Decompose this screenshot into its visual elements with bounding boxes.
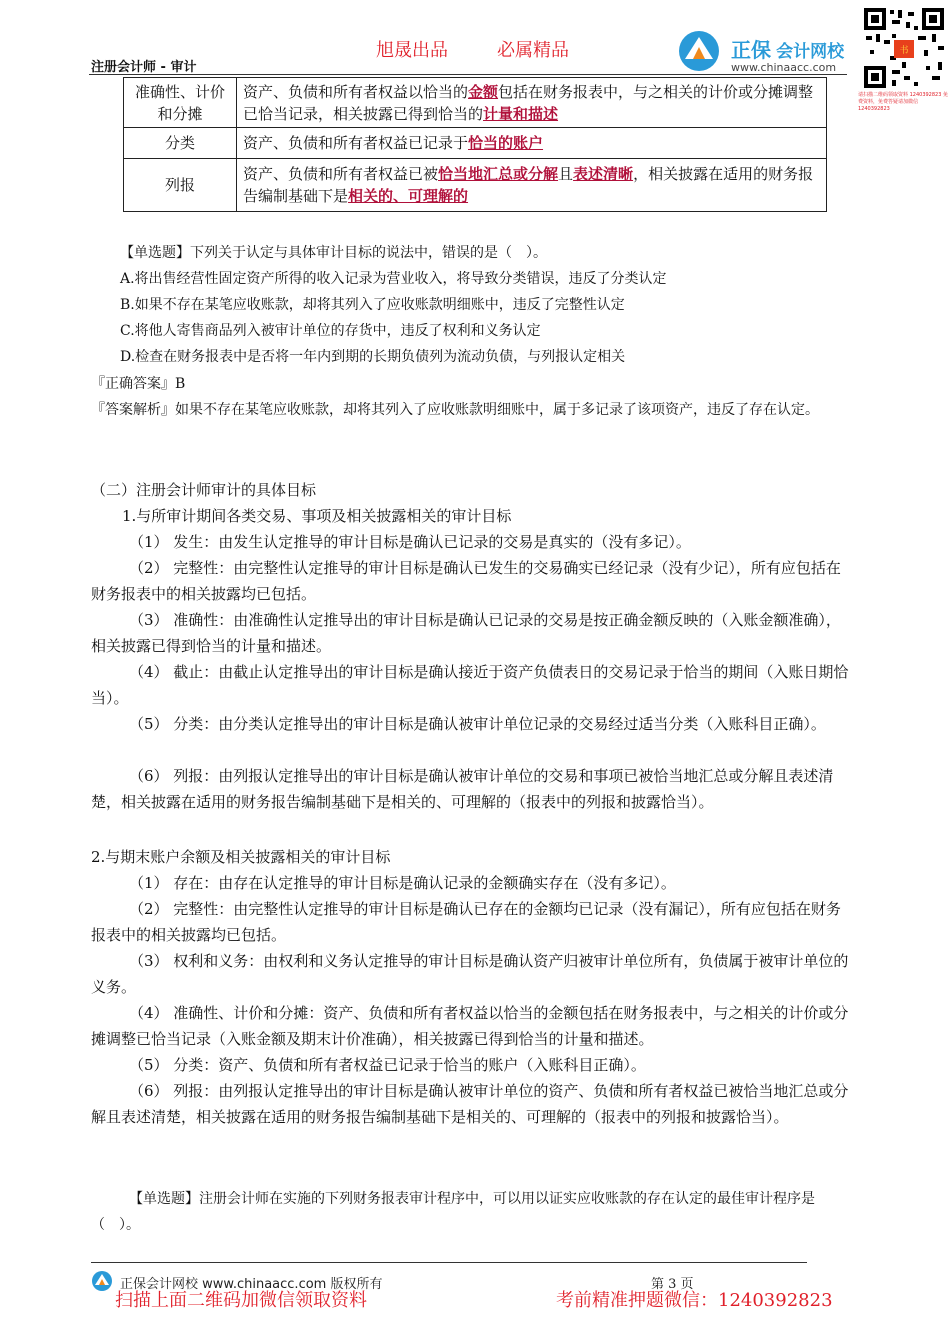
- footer-promo-right: 考前精准押题微信：1240392823: [556, 1290, 833, 1311]
- q1-analysis: 『答案解析』如果不存在某笔应收账款，却将其列入了应收账款明细账中，属于多记录了该项资产，违反了存在认定。: [91, 402, 819, 418]
- q1-stem: 【单选题】下列关于认定与具体审计目标的说法中，错误的是（ ）。: [120, 245, 547, 261]
- objective-item: （2） 完整性：由完整性认定推导的审计目标是确认已发生的交易确实已经记录（没有少记），所有应包括在财务报表中的相关披露均已包括。: [91, 559, 841, 603]
- logo-name: 正保: [731, 38, 771, 62]
- table-row: [124, 78, 827, 128]
- objective-item: （3） 准确性：由准确性认定推导出的审计目标是确认已记录的交易是按正确金额反映的（入账金额准确），相关披露已得到恰当的计量和描述。: [91, 611, 841, 655]
- objective-item: （6） 列报：由列报认定推导出的审计目标是确认被审计单位的资产、负债和所有者权益已被恰当地汇总或分解且表述清楚，相关披露在适用的财务报告编制基础下是相关的、可理解的（报表中的列报和披露恰当）。: [91, 1082, 849, 1126]
- q1-option-b: B.如果不存在某笔应收账款，却将其列入了应收账款明细账中，违反了完整性认定: [120, 297, 625, 313]
- qr-caption: 请扫描二维码领取资料 1240392823 免费资料，免费答疑请加微信 1240392823: [858, 92, 948, 112]
- table-row: [124, 128, 827, 159]
- logo-sub: 会计网校: [776, 42, 845, 62]
- cell-highlight: 相关的、可理解的: [348, 187, 469, 205]
- q1-option-c: C.将他人寄售商品列入被审计单位的存货中，违反了权利和义务认定: [120, 323, 541, 339]
- logo-title: [731, 34, 844, 63]
- cell-text: 资产、负债和所有者权益已被: [243, 165, 439, 183]
- promo-right: 必属精品: [497, 40, 569, 61]
- cell-highlight: 计量和描述: [483, 104, 559, 123]
- cell-highlight: 恰当地汇总或分解: [438, 165, 559, 183]
- q1-option-a: A.将出售经营性固定资产所得的收入记录为营业收入，将导致分类错误，违反了分类认定: [120, 271, 667, 287]
- section-title: （二）注册会计师审计的具体目标: [91, 481, 317, 499]
- objective-item: （4） 准确性、计价和分摊：资产、负债和所有者权益以恰当的金额包括在财务报表中，与之相关的计价或分摊调整已恰当记录（入账金额及期末计价准确），相关披露已得到恰当的计量和描述。: [91, 1004, 849, 1048]
- objective-item: （1） 存在：由存在认定推导的审计目标是确认记录的金额确实存在（没有多记）。: [129, 874, 676, 892]
- footer-promo-left: 扫描上面二维码加微信领取资料: [115, 1290, 367, 1311]
- objective-item: （3） 权利和义务：由权利和义务认定推导的审计目标是确认资产归被审计单位所有，负债属于被审计单位的义务。: [91, 952, 849, 996]
- objective-item: （2） 完整性：由完整性认定推导的审计目标是确认已存在的金额均已记录（没有漏记），所有应包括在财务报表中的相关披露均已包括。: [91, 900, 841, 944]
- chinaacc-logo-icon: [677, 29, 727, 77]
- footer-logo-icon: [91, 1270, 115, 1296]
- header-divider: [89, 74, 847, 75]
- table-key-cell: 列报: [124, 159, 237, 212]
- footer-copyright: 正保会计网校 www.chinaacc.com 版权所有: [120, 1277, 383, 1292]
- objective-item: （5） 分类：资产、负债和所有者权益已记录于恰当的账户（入账科目正确）。: [129, 1056, 646, 1074]
- table-value-cell: [237, 159, 827, 212]
- cell-text: 资产、负债和所有者权益以恰当的: [243, 82, 469, 101]
- objective-item: （5） 分类：由分类认定推导出的审计目标是确认被审计单位记录的交易经过适当分类（入账科目正确）。: [129, 715, 826, 733]
- objective-item: （1） 发生：由发生认定推导的审计目标是确认已记录的交易是真实的（没有多记）。: [129, 533, 691, 551]
- qr-code-icon: [862, 6, 946, 90]
- cell-highlight: 表述清晰: [573, 165, 634, 183]
- subsection-1-title: 1.与所审计期间各类交易、事项及相关披露相关的审计目标: [122, 507, 512, 525]
- page-number: 第 3 页: [651, 1277, 694, 1292]
- cell-text: 包括在财务报表中，与之相关的计价或分摊调整已恰当记录，相关披露已得到恰当的: [243, 82, 814, 123]
- table-key-cell: 分类: [124, 128, 237, 159]
- objective-item: （6） 列报：由列报认定推导出的审计目标是确认被审计单位的交易和事项已被恰当地汇总或分解且表述清楚，相关披露在适用的财务报告编制基础下是相关的、可理解的（报表中的列报和披露恰当）。: [91, 767, 834, 811]
- logo-url: www.chinaacc.com: [731, 61, 837, 74]
- cell-highlight: 恰当的账户: [468, 134, 544, 152]
- q1-answer: 『正确答案』B: [91, 376, 186, 392]
- cell-highlight: 金额: [468, 82, 499, 101]
- objective-item: （4） 截止：由截止认定推导出的审计目标是确认接近于资产负债表日的交易记录于恰当的期间（入账日期恰当）。: [91, 663, 849, 707]
- cell-text: ，相关披露在适用的财务报告编制基础下是: [243, 165, 814, 205]
- svg-text:书: 书: [899, 46, 909, 56]
- table-row: [124, 159, 827, 212]
- q1-option-d: D.检查在财务报表中是否将一年内到期的长期负债列为流动负债，与列报认定相关: [120, 349, 626, 365]
- subsection-2-title: 2.与期末账户余额及相关披露相关的审计目标: [91, 848, 391, 866]
- promo-left: 旭晟出品: [376, 40, 448, 61]
- assertion-table: [123, 77, 827, 212]
- cell-text: 资产、负债和所有者权益已记录于: [243, 134, 469, 152]
- table-value-cell: [237, 128, 827, 159]
- footer-divider: [91, 1262, 807, 1263]
- cell-text: 且: [558, 165, 574, 183]
- table-key-cell: 准确性、计价和分摊: [124, 78, 237, 128]
- table-value-cell: [237, 78, 827, 128]
- doc-title: 注册会计师 - 审计: [91, 60, 197, 75]
- q2-stem: 【单选题】注册会计师在实施的下列财务报表审计程序中，可以用以证实应收账款的存在认定的最佳审计程序是（ ）。: [91, 1191, 815, 1233]
